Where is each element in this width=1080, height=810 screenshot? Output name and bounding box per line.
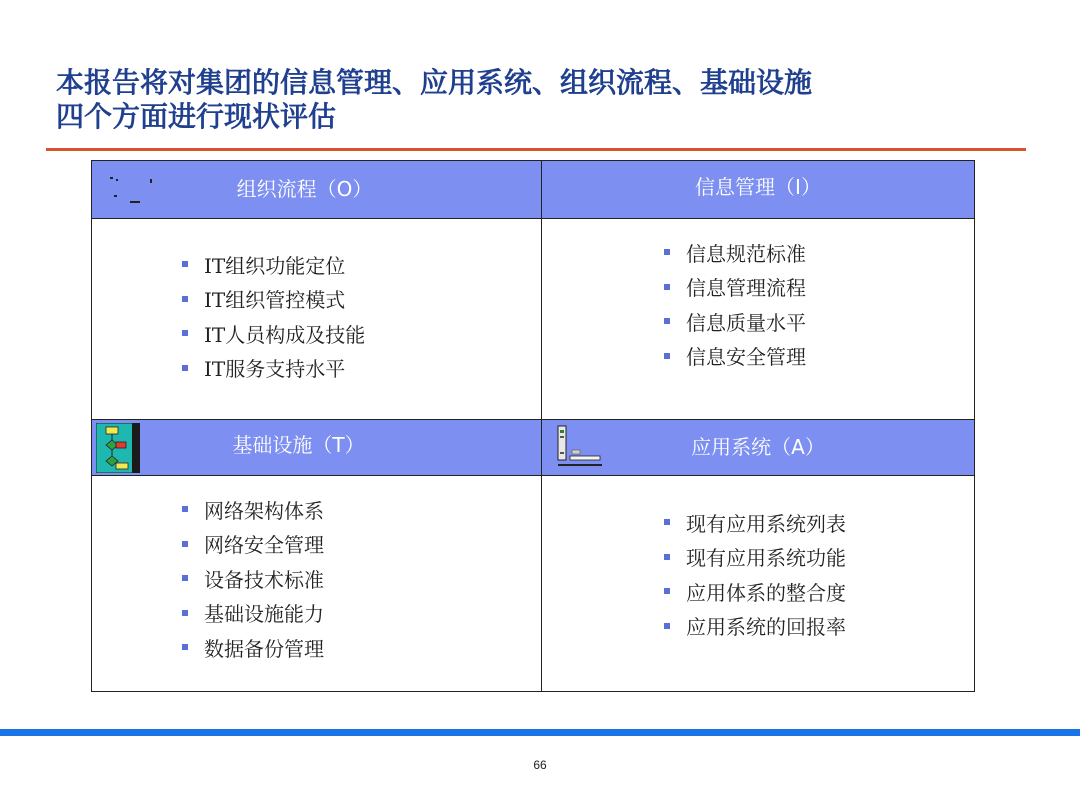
bullet-square-icon xyxy=(182,541,188,547)
bullet-square-icon xyxy=(182,261,188,267)
list-item: 基础设施能力 xyxy=(182,596,324,631)
list-item: IT人员构成及技能 xyxy=(182,316,365,351)
infra-header xyxy=(92,420,541,476)
list-item: IT组织管控模式 xyxy=(182,282,365,317)
slide-title xyxy=(56,66,1016,134)
bullet-square-icon xyxy=(182,506,188,512)
infra-header-label: 基础设施（T） xyxy=(232,433,365,457)
flowchart-icon xyxy=(96,423,140,473)
infra-bullet-list xyxy=(182,492,324,665)
list-item: 信息管理流程 xyxy=(664,270,806,305)
list-item: 信息质量水平 xyxy=(664,304,806,339)
bullet-square-icon xyxy=(664,318,670,324)
computer-server-icon xyxy=(556,424,606,470)
bullet-square-icon xyxy=(182,296,188,302)
list-item: 数据备份管理 xyxy=(182,630,324,665)
bullet-square-icon xyxy=(182,644,188,650)
bullet-square-icon xyxy=(664,249,670,255)
bullet-square-icon xyxy=(664,519,670,525)
list-item: 信息规范标准 xyxy=(664,235,806,270)
page-number: 66 xyxy=(533,758,547,772)
bullet-square-icon xyxy=(182,365,188,371)
app-header xyxy=(542,420,974,476)
info-header xyxy=(542,161,974,219)
org-flow-icon xyxy=(106,171,156,207)
app-header-label: 应用系统（A） xyxy=(691,435,825,459)
list-item: 现有应用系统列表 xyxy=(664,505,846,540)
bullet-square-icon xyxy=(182,575,188,581)
bullet-square-icon xyxy=(664,623,670,629)
bullet-square-icon xyxy=(664,353,670,359)
bullet-square-icon xyxy=(182,610,188,616)
list-item: 信息安全管理 xyxy=(664,339,806,374)
app-bullet-list xyxy=(664,505,846,643)
list-item: 网络架构体系 xyxy=(182,492,324,527)
list-item: 应用体系的整合度 xyxy=(664,574,846,609)
list-item: IT组织功能定位 xyxy=(182,247,365,282)
list-item: IT服务支持水平 xyxy=(182,351,365,386)
list-item: 应用系统的回报率 xyxy=(664,609,846,644)
org-bullet-list xyxy=(182,247,365,385)
info-bullet-list xyxy=(664,235,806,373)
list-item: 设备技术标准 xyxy=(182,561,324,596)
info-header-label: 信息管理（I） xyxy=(695,175,821,199)
title-line-2: 四个方面进行现状评估 xyxy=(56,100,337,133)
title-line-1: 本报告将对集团的信息管理、应用系统、组织流程、基础设施 xyxy=(56,66,813,99)
quadrant-grid xyxy=(91,160,975,692)
bullet-square-icon xyxy=(182,330,188,336)
org-header-label: 组织流程（O） xyxy=(236,177,373,201)
list-item: 网络安全管理 xyxy=(182,527,324,562)
bullet-square-icon xyxy=(664,284,670,290)
bullet-square-icon xyxy=(664,588,670,594)
org-header xyxy=(92,161,541,219)
list-item: 现有应用系统功能 xyxy=(664,540,846,575)
bullet-square-icon xyxy=(664,554,670,560)
title-underline xyxy=(46,148,1026,151)
footer-bar xyxy=(0,729,1080,736)
